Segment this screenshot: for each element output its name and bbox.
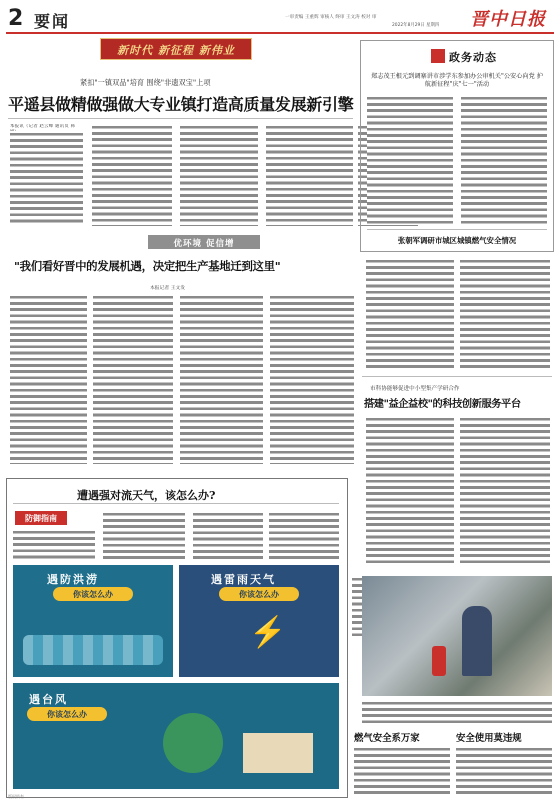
science-col1: [366, 416, 454, 566]
flood-water-icon: [23, 635, 163, 665]
lead-body-col4: [266, 124, 353, 226]
illus-typhoon-sub-label: 你该怎么办: [47, 709, 87, 719]
lead-rule: [8, 118, 353, 119]
lightning-icon: ⚡: [249, 615, 287, 650]
optimize-tag: [148, 235, 260, 249]
weather-text-col2: [103, 511, 185, 559]
fire-drill-photo: [362, 576, 552, 696]
optimize-col4: [270, 294, 354, 464]
politics-story1-col2: [461, 95, 547, 225]
section-name: 要闻: [34, 12, 71, 31]
illustration-flood: [13, 565, 173, 677]
illus-typhoon-title: 遇台风: [29, 693, 68, 706]
science-kicker: 市科协能够促进中小型集产学研合作: [370, 386, 460, 392]
weather-text-col3: [193, 511, 263, 559]
politics-divider: [367, 229, 547, 230]
politics-story2-col2: [460, 258, 550, 370]
illus-flood-sub-label: 你该怎么办: [73, 589, 113, 599]
typhoon-tree-icon: [163, 713, 223, 773]
illus-flood-sub: [53, 587, 133, 601]
typhoon-house-icon: [243, 733, 313, 773]
illustration-thunder: [179, 565, 339, 677]
safe-use-body: [456, 746, 552, 794]
weather-box: [6, 478, 348, 798]
optimize-byline: 本报记者 王文发: [150, 286, 186, 291]
science-col2: [460, 416, 550, 566]
issue-date: 2022年8月29日 星期四: [392, 23, 440, 28]
safe-use-title: 安全使用莫违规: [456, 733, 522, 744]
optimize-tag-label: 优环境 促信增: [173, 239, 235, 249]
editors-line: 一审责编 王重辉 审核人 终审 王文涛 校对 审: [285, 15, 377, 20]
politics-story2-headline: 张朝军调研市城区城镇燃气安全情况: [397, 236, 517, 245]
footer-note: 版权所有: [8, 794, 24, 799]
lead-body-col2: [92, 124, 172, 226]
illus-thunder-sub-label: 你该怎么办: [239, 589, 279, 599]
weather-rule: [13, 503, 339, 504]
banner-slogan: 新时代 新征程 新伟业: [117, 44, 235, 57]
politics-tag-bg: [431, 49, 445, 63]
lead-body-col3: [180, 124, 258, 226]
photo-extinguisher-icon: [432, 646, 446, 676]
politics-story1-headline: 郑志茂王根元到调寨讲市涉学东参加办公审机关"公安心向党 护航新征程"庆"七一"活动: [371, 73, 543, 88]
lead-kicker: 紧扣"一镇双品"培育 围绕"非遗双宝"上项: [80, 78, 211, 87]
fire-safety-body: [354, 746, 450, 794]
politics-story1-col1: [367, 95, 453, 225]
illus-thunder-sub: [219, 587, 299, 601]
masthead: [0, 0, 560, 34]
politics-story2-col1: [366, 258, 454, 370]
science-rule-top: [362, 376, 552, 377]
weather-text-col4: [269, 511, 339, 559]
masthead-rule: [6, 32, 554, 34]
lead-headline: 平遥县做精做强做大专业镇打造高质量发展新引擎: [8, 95, 354, 114]
photo-person-icon: [462, 606, 492, 676]
fire-safety-title: 燃气安全系万家: [354, 733, 420, 744]
lead-body-col1: [10, 131, 83, 226]
science-headline: 搭建"益企益校"的科技创新服务平台: [364, 398, 521, 410]
guide-tag: [15, 511, 67, 525]
weather-text-col1: [13, 529, 95, 559]
illus-flood-title: 遇防洪涝: [47, 573, 99, 586]
weather-headline: 遭遇强对流天气，该怎么办?: [77, 489, 216, 502]
guide-tag-label: 防御指南: [25, 513, 57, 523]
optimize-col3: [180, 294, 263, 464]
lead-dateline: 本报讯（记者 赵云峰 通讯员 韩: [10, 124, 75, 129]
politics-title: 政务动态: [449, 51, 497, 64]
illus-typhoon-sub: [27, 707, 107, 721]
illus-thunder-title: 遇雷雨天气: [211, 573, 276, 586]
slogan-banner: [100, 38, 252, 60]
paper-name-logo: 晋中日报: [470, 9, 546, 30]
page-number: 2: [8, 6, 24, 31]
optimize-headline: "我们看好晋中的发展机遇，决定把生产基地迁到这里": [14, 259, 281, 273]
optimize-col2: [93, 294, 173, 464]
illustration-typhoon: [13, 683, 339, 789]
politics-box: [360, 40, 554, 252]
optimize-col1: [10, 294, 87, 464]
photo-caption: [362, 700, 552, 724]
